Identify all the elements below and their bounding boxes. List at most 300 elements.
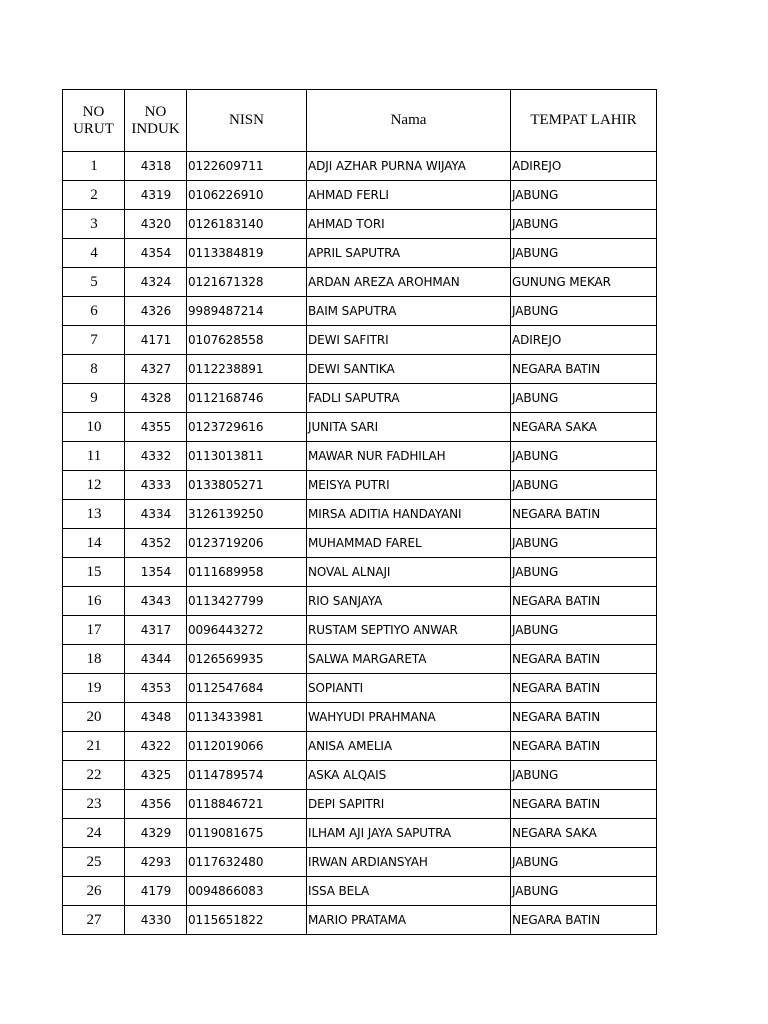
cell-no-urut (63, 558, 125, 587)
cell-no-urut (63, 384, 125, 413)
cell-nisn (187, 297, 307, 326)
cell-tempat-lahir (511, 355, 657, 384)
cell-no-induk (125, 500, 187, 529)
cell-tempat-lahir-text: ADIREJO (512, 333, 562, 347)
cell-tempat-lahir (511, 819, 657, 848)
cell-no-induk (125, 181, 187, 210)
cell-nisn-text: 0119081675 (188, 826, 264, 840)
cell-no-urut-text: 20 (86, 708, 102, 725)
cell-tempat-lahir (511, 616, 657, 645)
cell-no-induk-text: 4332 (140, 449, 172, 463)
cell-nama-text: MAWAR NUR FADHILAH (308, 449, 446, 463)
cell-nama (307, 529, 511, 558)
cell-no-induk-text: 4325 (140, 768, 172, 782)
cell-nisn-text: 0114789574 (188, 768, 264, 782)
cell-no-urut-text: 24 (86, 824, 102, 841)
cell-nisn (187, 181, 307, 210)
cell-nama-text: ASKA ALQAIS (308, 768, 387, 782)
cell-no-urut (63, 181, 125, 210)
cell-no-induk (125, 529, 187, 558)
cell-no-urut (63, 413, 125, 442)
cell-no-urut-text: 6 (90, 302, 98, 319)
table-row (63, 529, 657, 558)
cell-no-induk (125, 732, 187, 761)
cell-tempat-lahir (511, 442, 657, 471)
cell-nama (307, 500, 511, 529)
header-nama: Nama (307, 90, 511, 152)
cell-nisn-text: 0122609711 (188, 159, 264, 173)
cell-tempat-lahir (511, 848, 657, 877)
cell-no-urut (63, 355, 125, 384)
cell-nama-text: DEWI SANTIKA (308, 362, 395, 376)
cell-nama-text: APRIL SAPUTRA (308, 246, 400, 260)
cell-nama (307, 384, 511, 413)
cell-no-induk-text: 4326 (140, 304, 172, 318)
cell-nisn (187, 848, 307, 877)
cell-no-induk (125, 790, 187, 819)
cell-nama-text: MIRSA ADITIA HANDAYANI (308, 507, 462, 521)
cell-tempat-lahir (511, 703, 657, 732)
cell-no-urut-text: 9 (90, 389, 98, 406)
cell-nama (307, 413, 511, 442)
cell-no-urut (63, 268, 125, 297)
cell-nama (307, 181, 511, 210)
cell-no-urut-text: 17 (86, 621, 102, 638)
cell-nama (307, 297, 511, 326)
cell-nama (307, 848, 511, 877)
cell-no-urut-text: 15 (86, 563, 102, 580)
cell-no-induk-text: 4330 (140, 913, 172, 927)
cell-tempat-lahir-text: JABUNG (512, 449, 559, 463)
cell-nama (307, 268, 511, 297)
cell-no-urut (63, 587, 125, 616)
cell-nisn (187, 500, 307, 529)
cell-no-induk-text: 4319 (140, 188, 172, 202)
cell-tempat-lahir (511, 384, 657, 413)
cell-tempat-lahir-text: JABUNG (512, 478, 559, 492)
cell-nisn (187, 906, 307, 935)
cell-nama (307, 239, 511, 268)
table-row (63, 297, 657, 326)
cell-nama-text: IRWAN ARDIANSYAH (308, 855, 428, 869)
cell-nama (307, 210, 511, 239)
cell-tempat-lahir (511, 645, 657, 674)
cell-tempat-lahir-text: JABUNG (512, 188, 559, 202)
cell-no-induk-text: 4354 (140, 246, 172, 260)
cell-no-induk-text: 4348 (140, 710, 172, 724)
cell-nama-text: MARIO PRATAMA (308, 913, 406, 927)
cell-no-induk (125, 268, 187, 297)
cell-nama (307, 674, 511, 703)
table-row (63, 761, 657, 790)
cell-no-induk (125, 355, 187, 384)
table-row (63, 616, 657, 645)
cell-nisn-text: 0113433981 (188, 710, 264, 724)
cell-tempat-lahir-text: JABUNG (512, 565, 559, 579)
cell-no-induk (125, 384, 187, 413)
cell-no-induk-text: 4179 (140, 884, 172, 898)
cell-nisn-text: 0112238891 (188, 362, 264, 376)
cell-nama (307, 152, 511, 181)
cell-tempat-lahir (511, 732, 657, 761)
cell-tempat-lahir-text: JABUNG (512, 536, 559, 550)
table-row (63, 181, 657, 210)
cell-nama-text: NOVAL ALNAJI (308, 565, 391, 579)
cell-no-urut-text: 10 (86, 418, 102, 435)
cell-no-urut (63, 500, 125, 529)
table-row (63, 326, 657, 355)
cell-nisn (187, 413, 307, 442)
cell-nama-text: AHMAD FERLI (308, 188, 389, 202)
cell-nama (307, 442, 511, 471)
table-row (63, 732, 657, 761)
cell-tempat-lahir (511, 326, 657, 355)
cell-tempat-lahir (511, 181, 657, 210)
cell-tempat-lahir-text: GUNUNG MEKAR (512, 275, 611, 289)
cell-nisn-text: 0133805271 (188, 478, 264, 492)
table-row (63, 152, 657, 181)
cell-no-urut (63, 645, 125, 674)
cell-no-urut-text: 14 (86, 534, 102, 551)
cell-nisn (187, 645, 307, 674)
cell-nisn-text: 0118846721 (188, 797, 264, 811)
cell-no-induk (125, 645, 187, 674)
cell-no-induk-text: 4333 (140, 478, 172, 492)
table-row (63, 442, 657, 471)
cell-nisn-text: 0111689958 (188, 565, 264, 579)
cell-nisn-text: 0112168746 (188, 391, 264, 405)
cell-no-urut (63, 152, 125, 181)
cell-nama (307, 558, 511, 587)
cell-nisn-text: 3126139250 (188, 507, 264, 521)
cell-tempat-lahir (511, 529, 657, 558)
cell-no-urut (63, 877, 125, 906)
cell-nama-text: ILHAM AJI JAYA SAPUTRA (308, 826, 452, 840)
cell-tempat-lahir-text: NEGARA BATIN (512, 710, 601, 724)
cell-nisn (187, 616, 307, 645)
cell-no-induk-text: 4293 (140, 855, 172, 869)
cell-nama-text: ISSA BELA (308, 884, 370, 898)
cell-nisn (187, 210, 307, 239)
cell-tempat-lahir (511, 471, 657, 500)
cell-nisn-text: 0107628558 (188, 333, 264, 347)
cell-no-induk-text: 4328 (140, 391, 172, 405)
cell-nama-text: JUNITA SARI (308, 420, 379, 434)
cell-nama-text: MEISYA PUTRI (308, 478, 390, 492)
cell-no-induk (125, 558, 187, 587)
cell-no-urut-text: 2 (90, 186, 98, 203)
cell-tempat-lahir-text: JABUNG (512, 855, 559, 869)
header-nisn: NISN (187, 90, 307, 152)
cell-no-induk (125, 587, 187, 616)
cell-nama (307, 355, 511, 384)
cell-no-induk (125, 442, 187, 471)
cell-tempat-lahir-text: NEGARA BATIN (512, 797, 601, 811)
cell-no-induk (125, 674, 187, 703)
cell-tempat-lahir-text: NEGARA BATIN (512, 362, 601, 376)
cell-no-urut-text: 19 (86, 679, 102, 696)
cell-no-urut-text: 21 (86, 737, 102, 754)
cell-tempat-lahir-text: ADIREJO (512, 159, 562, 173)
cell-nama (307, 732, 511, 761)
cell-no-induk (125, 239, 187, 268)
table-row (63, 355, 657, 384)
table-row (63, 790, 657, 819)
cell-no-urut-text: 5 (90, 273, 98, 290)
cell-no-induk-text: 4343 (140, 594, 172, 608)
cell-no-urut-text: 3 (90, 215, 98, 232)
cell-tempat-lahir (511, 239, 657, 268)
cell-nama-text: ANISA AMELIA (308, 739, 392, 753)
table-row (63, 500, 657, 529)
cell-no-induk-text: 4317 (140, 623, 172, 637)
cell-no-urut (63, 732, 125, 761)
cell-tempat-lahir (511, 906, 657, 935)
cell-no-urut-text: 25 (86, 853, 102, 870)
cell-nisn (187, 703, 307, 732)
cell-nama-text: MUHAMMAD FAREL (308, 536, 422, 550)
table-row (63, 674, 657, 703)
cell-nama (307, 877, 511, 906)
cell-nisn (187, 152, 307, 181)
cell-tempat-lahir-text: NEGARA BATIN (512, 652, 601, 666)
cell-nama (307, 703, 511, 732)
cell-nama-text: RIO SANJAYA (308, 594, 383, 608)
cell-tempat-lahir (511, 877, 657, 906)
cell-tempat-lahir-text: JABUNG (512, 884, 559, 898)
table-row (63, 877, 657, 906)
cell-no-induk-text: 1354 (140, 565, 172, 579)
cell-tempat-lahir (511, 674, 657, 703)
header-row (63, 90, 657, 152)
cell-nisn (187, 558, 307, 587)
cell-no-urut-text: 16 (86, 592, 102, 609)
cell-tempat-lahir (511, 790, 657, 819)
cell-tempat-lahir-text: NEGARA SAKA (512, 826, 597, 840)
cell-nisn-text: 0106226910 (188, 188, 264, 202)
cell-nisn-text: 0123719206 (188, 536, 264, 550)
cell-no-urut-text: 23 (86, 795, 102, 812)
cell-nisn-text: 0121671328 (188, 275, 264, 289)
cell-no-urut (63, 210, 125, 239)
cell-no-urut-text: 26 (86, 882, 102, 899)
cell-no-urut (63, 848, 125, 877)
table-row (63, 268, 657, 297)
table-row (63, 558, 657, 587)
cell-nama (307, 645, 511, 674)
cell-no-induk (125, 297, 187, 326)
cell-tempat-lahir (511, 558, 657, 587)
cell-tempat-lahir-text: JABUNG (512, 768, 559, 782)
cell-tempat-lahir (511, 587, 657, 616)
cell-nama-text: BAIM SAPUTRA (308, 304, 397, 318)
cell-nisn-text: 9989487214 (188, 304, 264, 318)
cell-no-induk (125, 848, 187, 877)
cell-nisn-text: 0096443272 (188, 623, 264, 637)
cell-nama-text: ARDAN AREZA AROHMAN (308, 275, 460, 289)
cell-nama (307, 587, 511, 616)
cell-no-urut (63, 442, 125, 471)
cell-no-induk (125, 326, 187, 355)
cell-no-urut (63, 297, 125, 326)
header-no-induk: NO INDUK (125, 90, 187, 152)
table-row (63, 239, 657, 268)
cell-tempat-lahir (511, 210, 657, 239)
cell-tempat-lahir-text: NEGARA BATIN (512, 681, 601, 695)
cell-no-induk (125, 906, 187, 935)
cell-no-urut-text: 8 (90, 360, 98, 377)
cell-no-induk-text: 4327 (140, 362, 172, 376)
cell-nisn-text: 0112019066 (188, 739, 264, 753)
cell-no-induk (125, 703, 187, 732)
cell-no-induk-text: 4318 (140, 159, 172, 173)
cell-no-urut (63, 703, 125, 732)
table-row (63, 587, 657, 616)
table-row (63, 384, 657, 413)
cell-nisn (187, 384, 307, 413)
table-row (63, 210, 657, 239)
cell-no-induk (125, 210, 187, 239)
cell-no-urut-text: 22 (86, 766, 102, 783)
cell-tempat-lahir-text: NEGARA SAKA (512, 420, 597, 434)
cell-tempat-lahir-text: NEGARA BATIN (512, 913, 601, 927)
cell-no-urut (63, 471, 125, 500)
cell-no-induk (125, 471, 187, 500)
cell-no-induk (125, 413, 187, 442)
cell-nisn (187, 355, 307, 384)
cell-no-induk-text: 4356 (140, 797, 172, 811)
cell-nama-text: SOPIANTI (308, 681, 364, 695)
cell-nama-text: ADJI AZHAR PURNA WIJAYA (308, 159, 466, 173)
cell-nama-text: DEWI SAFITRI (308, 333, 389, 347)
cell-nisn (187, 790, 307, 819)
cell-tempat-lahir-text: JABUNG (512, 304, 559, 318)
cell-no-urut-text: 13 (86, 505, 102, 522)
cell-tempat-lahir-text: JABUNG (512, 623, 559, 637)
table-row (63, 906, 657, 935)
cell-no-induk-text: 4353 (140, 681, 172, 695)
cell-no-urut-text: 11 (86, 447, 102, 464)
cell-tempat-lahir (511, 761, 657, 790)
cell-tempat-lahir-text: JABUNG (512, 246, 559, 260)
cell-no-induk (125, 877, 187, 906)
cell-tempat-lahir-text: JABUNG (512, 391, 559, 405)
cell-nisn (187, 442, 307, 471)
student-table (62, 89, 657, 935)
cell-nisn (187, 761, 307, 790)
cell-no-induk (125, 616, 187, 645)
cell-no-urut (63, 616, 125, 645)
cell-nama-text: DEPI SAPITRI (308, 797, 385, 811)
cell-nisn (187, 239, 307, 268)
cell-nama (307, 761, 511, 790)
cell-no-induk-text: 4355 (140, 420, 172, 434)
cell-nisn-text: 0113013811 (188, 449, 264, 463)
cell-tempat-lahir (511, 297, 657, 326)
cell-tempat-lahir (511, 500, 657, 529)
cell-nama (307, 471, 511, 500)
cell-no-induk-text: 4171 (140, 333, 172, 347)
cell-no-urut (63, 790, 125, 819)
cell-nisn-text: 0094866083 (188, 884, 264, 898)
cell-no-induk-text: 4334 (140, 507, 172, 521)
cell-nisn (187, 819, 307, 848)
table-row (63, 819, 657, 848)
cell-nama (307, 616, 511, 645)
cell-no-urut-text: 27 (86, 911, 102, 928)
cell-nisn (187, 326, 307, 355)
cell-nisn-text: 0126183140 (188, 217, 264, 231)
cell-nisn (187, 587, 307, 616)
cell-no-induk-text: 4322 (140, 739, 172, 753)
cell-no-urut-text: 4 (90, 244, 98, 261)
cell-no-urut-text: 18 (86, 650, 102, 667)
table-row (63, 413, 657, 442)
cell-no-induk-text: 4352 (140, 536, 172, 550)
cell-nisn-text: 0123729616 (188, 420, 264, 434)
cell-tempat-lahir (511, 152, 657, 181)
header-tempat-lahir: TEMPAT LAHIR (511, 90, 657, 152)
cell-no-induk (125, 761, 187, 790)
cell-nisn (187, 471, 307, 500)
cell-nisn (187, 268, 307, 297)
cell-tempat-lahir-text: NEGARA BATIN (512, 594, 601, 608)
cell-tempat-lahir (511, 268, 657, 297)
cell-nama (307, 906, 511, 935)
cell-nisn (187, 732, 307, 761)
cell-no-urut (63, 674, 125, 703)
cell-no-urut (63, 761, 125, 790)
cell-no-urut (63, 326, 125, 355)
cell-nama-text: WAHYUDI PRAHMANA (308, 710, 436, 724)
cell-tempat-lahir-text: NEGARA BATIN (512, 739, 601, 753)
cell-nama-text: FADLI SAPUTRA (308, 391, 400, 405)
cell-no-induk-text: 4324 (140, 275, 172, 289)
cell-no-induk (125, 819, 187, 848)
cell-tempat-lahir (511, 413, 657, 442)
cell-nama (307, 790, 511, 819)
cell-no-induk-text: 4344 (140, 652, 172, 666)
cell-nama-text: AHMAD TORI (308, 217, 385, 231)
cell-nisn (187, 529, 307, 558)
cell-nama (307, 326, 511, 355)
cell-no-urut (63, 819, 125, 848)
table-row (63, 848, 657, 877)
cell-nisn-text: 0126569935 (188, 652, 264, 666)
cell-no-induk (125, 152, 187, 181)
cell-no-induk-text: 4329 (140, 826, 172, 840)
cell-no-urut-text: 1 (90, 157, 98, 174)
cell-no-induk-text: 4320 (140, 217, 172, 231)
table-row (63, 703, 657, 732)
cell-no-urut (63, 906, 125, 935)
header-no-urut: NO URUT (63, 90, 125, 152)
cell-nama (307, 819, 511, 848)
cell-tempat-lahir-text: NEGARA BATIN (512, 507, 601, 521)
cell-nisn (187, 877, 307, 906)
cell-no-urut-text: 12 (86, 476, 102, 493)
cell-tempat-lahir-text: JABUNG (512, 217, 559, 231)
cell-nisn-text: 0115651822 (188, 913, 264, 927)
table-row (63, 645, 657, 674)
cell-nisn-text: 0113384819 (188, 246, 264, 260)
cell-nisn-text: 0112547684 (188, 681, 264, 695)
cell-nisn-text: 0117632480 (188, 855, 264, 869)
cell-nisn (187, 674, 307, 703)
cell-nama-text: RUSTAM SEPTIYO ANWAR (308, 623, 458, 637)
cell-nisn-text: 0113427799 (188, 594, 264, 608)
cell-nama-text: SALWA MARGARETA (308, 652, 427, 666)
